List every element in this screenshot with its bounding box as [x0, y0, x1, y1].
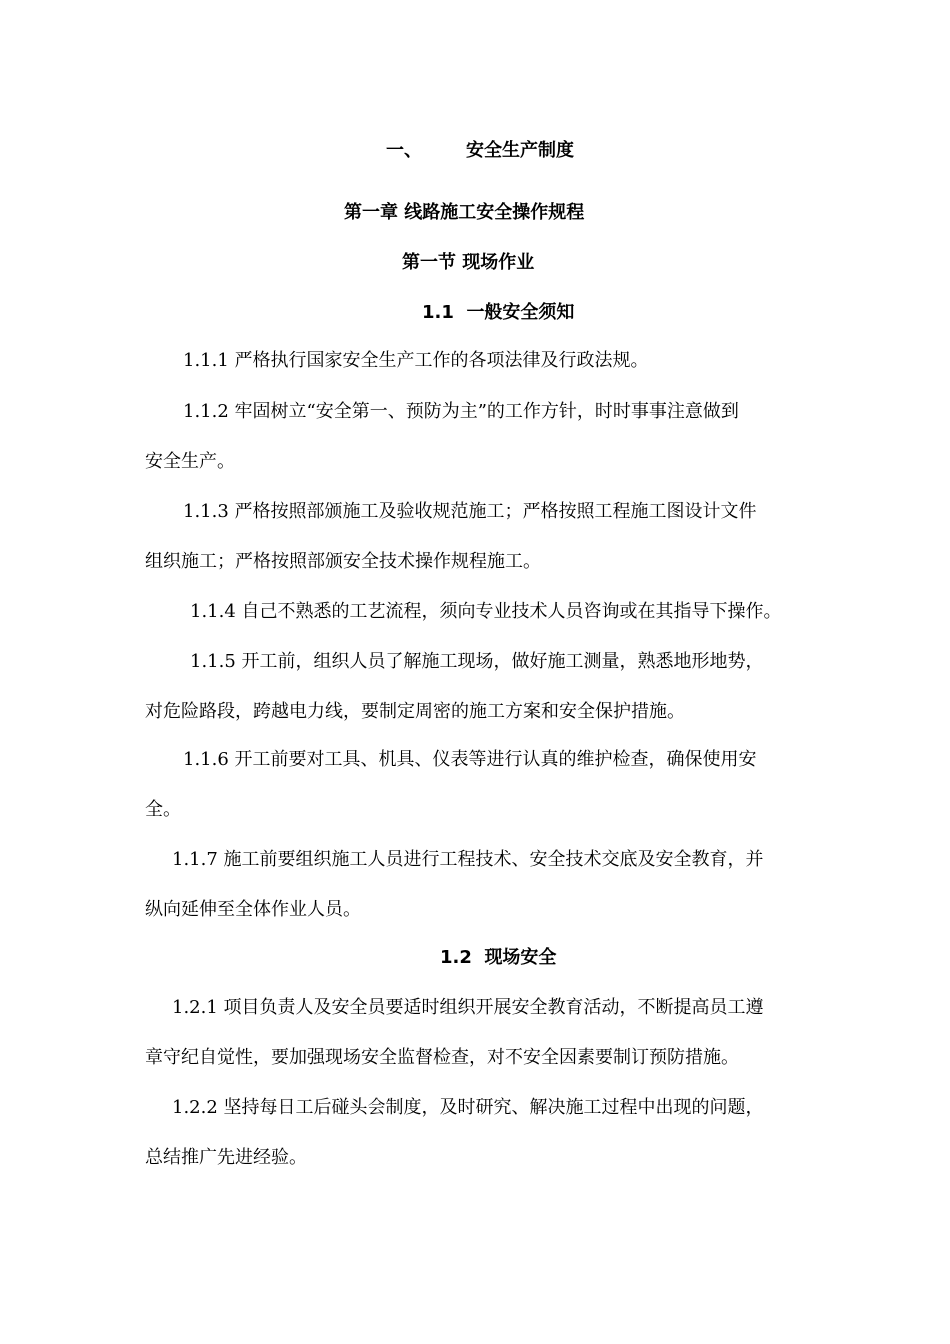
paragraph-1-1-6-line-2: 全。 — [145, 799, 181, 820]
paragraph-1-1-5-line-2: 对危险路段，跨越电力线，要制定周密的施工方案和安全保护措施。 — [145, 701, 685, 722]
subsection-heading-1-2 — [440, 946, 556, 970]
subsection-title: 现场安全 — [484, 947, 557, 968]
paragraph-1-2-1-line-2: 章守纪自觉性，要加强现场安全监督检查，对不安全因素要制订预防措施。 — [145, 1047, 739, 1068]
paragraph-1-1-1-line-1: 1.1.1 严格执行国家安全生产工作的各项法律及行政法规。 — [183, 350, 649, 371]
chapter-title: 第一章 线路施工安全操作规程 — [344, 202, 585, 223]
subsection-heading-1-1 — [422, 301, 574, 325]
paragraph-1-1-7-line-1: 1.1.7 施工前要组织施工人员进行工程技术、安全技术交底及安全教育，并 — [172, 849, 764, 870]
paragraph-1-1-3-line-1: 1.1.3 严格按照部颁施工及验收规范施工；严格按照工程施工图设计文件 — [183, 501, 757, 522]
section-title: 第一节 现场作业 — [402, 252, 535, 273]
subsection-number: 1.2 — [440, 947, 472, 968]
paragraph-1-1-7-line-2: 纵向延伸至全体作业人员。 — [145, 899, 361, 920]
part-number: 一、 — [386, 140, 422, 161]
part-title: 安全生产制度 — [466, 140, 574, 161]
paragraph-1-1-2-line-1: 1.1.2 牢固树立“安全第一、预防为主”的工作方针，时时事事注意做到 — [183, 401, 739, 422]
paragraph-1-2-1-line-1: 1.2.1 项目负责人及安全员要适时组织开展安全教育活动，不断提高员工遵 — [172, 997, 764, 1018]
paragraph-1-1-6-line-1: 1.1.6 开工前要对工具、机具、仪表等进行认真的维护检查，确保使用安 — [183, 749, 757, 770]
paragraph-1-1-5-line-1: 1.1.5 开工前，组织人员了解施工现场，做好施工测量，熟悉地形地势， — [190, 651, 764, 672]
subsection-number: 1.1 — [422, 302, 454, 323]
paragraph-1-1-4-line-1: 1.1.4 自己不熟悉的工艺流程，须向专业技术人员咨询或在其指导下操作。 — [190, 601, 782, 622]
paragraph-1-2-2-line-2: 总结推广先进经验。 — [145, 1147, 307, 1168]
paragraph-1-1-2-line-2: 安全生产。 — [145, 451, 235, 472]
paragraph-1-2-2-line-1: 1.2.2 坚持每日工后碰头会制度，及时研究、解决施工过程中出现的问题， — [172, 1097, 764, 1118]
paragraph-1-1-3-line-2: 组织施工；严格按照部颁安全技术操作规程施工。 — [145, 551, 541, 572]
part-heading — [386, 139, 574, 163]
subsection-title: 一般安全须知 — [466, 302, 575, 323]
